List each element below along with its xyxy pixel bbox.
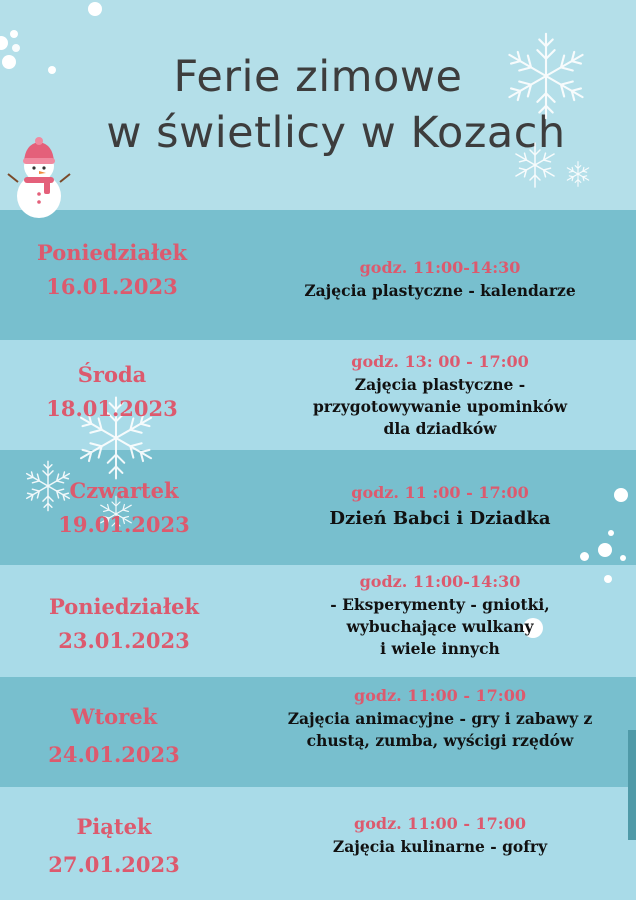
snow-dot <box>2 55 16 69</box>
activity-line: wybuchające wulkany <box>346 617 534 636</box>
snowflake-icon <box>510 140 560 190</box>
snow-dot <box>88 2 102 16</box>
title-line-1: Ferie zimowe <box>173 52 463 102</box>
activity-line: Zajęcia kulinarne - gofry <box>332 837 548 856</box>
activity-row-3 <box>270 481 610 533</box>
snow-dot <box>598 543 612 557</box>
day-name: Środa <box>77 362 147 387</box>
activity-time: godz. 11 :00 - 17:00 <box>351 483 529 502</box>
day-label-row-2 <box>2 358 222 426</box>
activity-line: Zajęcia animacyjne - gry i zabawy z <box>287 709 593 728</box>
day-label-row-6 <box>4 810 224 882</box>
activity-time: godz. 11:00 - 17:00 <box>354 686 526 705</box>
activity-row-1 <box>270 256 610 302</box>
day-label-row-3 <box>14 474 234 542</box>
title-line-2: w świetlicy w Kozach <box>106 108 566 158</box>
activity-line: Zajęcia plastyczne - kalendarze <box>304 281 576 300</box>
snow-dot <box>10 30 18 38</box>
snowflake-icon <box>564 160 592 188</box>
day-label-row-1 <box>2 236 222 304</box>
day-date: 27.01.2023 <box>48 852 180 877</box>
activity-row-5 <box>270 684 610 752</box>
activity-line: Zajęcia plastyczne - <box>354 375 526 394</box>
day-date: 24.01.2023 <box>48 742 180 767</box>
day-name: Wtorek <box>70 704 158 729</box>
snow-dot <box>614 488 628 502</box>
day-date: 23.01.2023 <box>58 628 190 653</box>
activity-line: Dzień Babci i Dziadka <box>329 508 551 529</box>
activity-time: godz. 11:00 - 17:00 <box>354 814 526 833</box>
day-date: 18.01.2023 <box>46 396 178 421</box>
day-name: Poniedziałek <box>48 594 200 619</box>
snowflake-icon <box>498 28 594 124</box>
day-name: Poniedziałek <box>36 240 188 265</box>
activity-time: godz. 11:00-14:30 <box>359 572 521 591</box>
day-label-row-5 <box>4 700 224 772</box>
day-date: 19.01.2023 <box>58 512 190 537</box>
day-label-row-4 <box>14 590 234 658</box>
activity-row-4 <box>270 570 610 660</box>
activity-row-2 <box>270 350 610 440</box>
edge-strip <box>628 730 636 840</box>
snow-dot <box>580 552 589 561</box>
activity-row-6 <box>270 812 610 858</box>
snow-dot <box>620 555 626 561</box>
activity-time: godz. 11:00-14:30 <box>359 258 521 277</box>
snow-dot <box>48 66 56 74</box>
activity-line: - Eksperymenty - gniotki, <box>330 595 550 614</box>
activity-time: godz. 13: 00 - 17:00 <box>351 352 529 371</box>
day-date: 16.01.2023 <box>46 274 178 299</box>
snow-dot <box>0 36 8 50</box>
snow-dot <box>12 44 20 52</box>
snowman-icon <box>6 132 76 222</box>
day-name: Piątek <box>76 814 152 839</box>
day-name: Czwartek <box>69 478 179 503</box>
activity-line: przygotowywanie upominków <box>312 397 568 416</box>
activity-line: i wiele innych <box>380 639 500 658</box>
activity-line: chustą, zumba, wyścigi rzędów <box>306 731 574 750</box>
activity-line: dla dziadków <box>383 419 497 438</box>
